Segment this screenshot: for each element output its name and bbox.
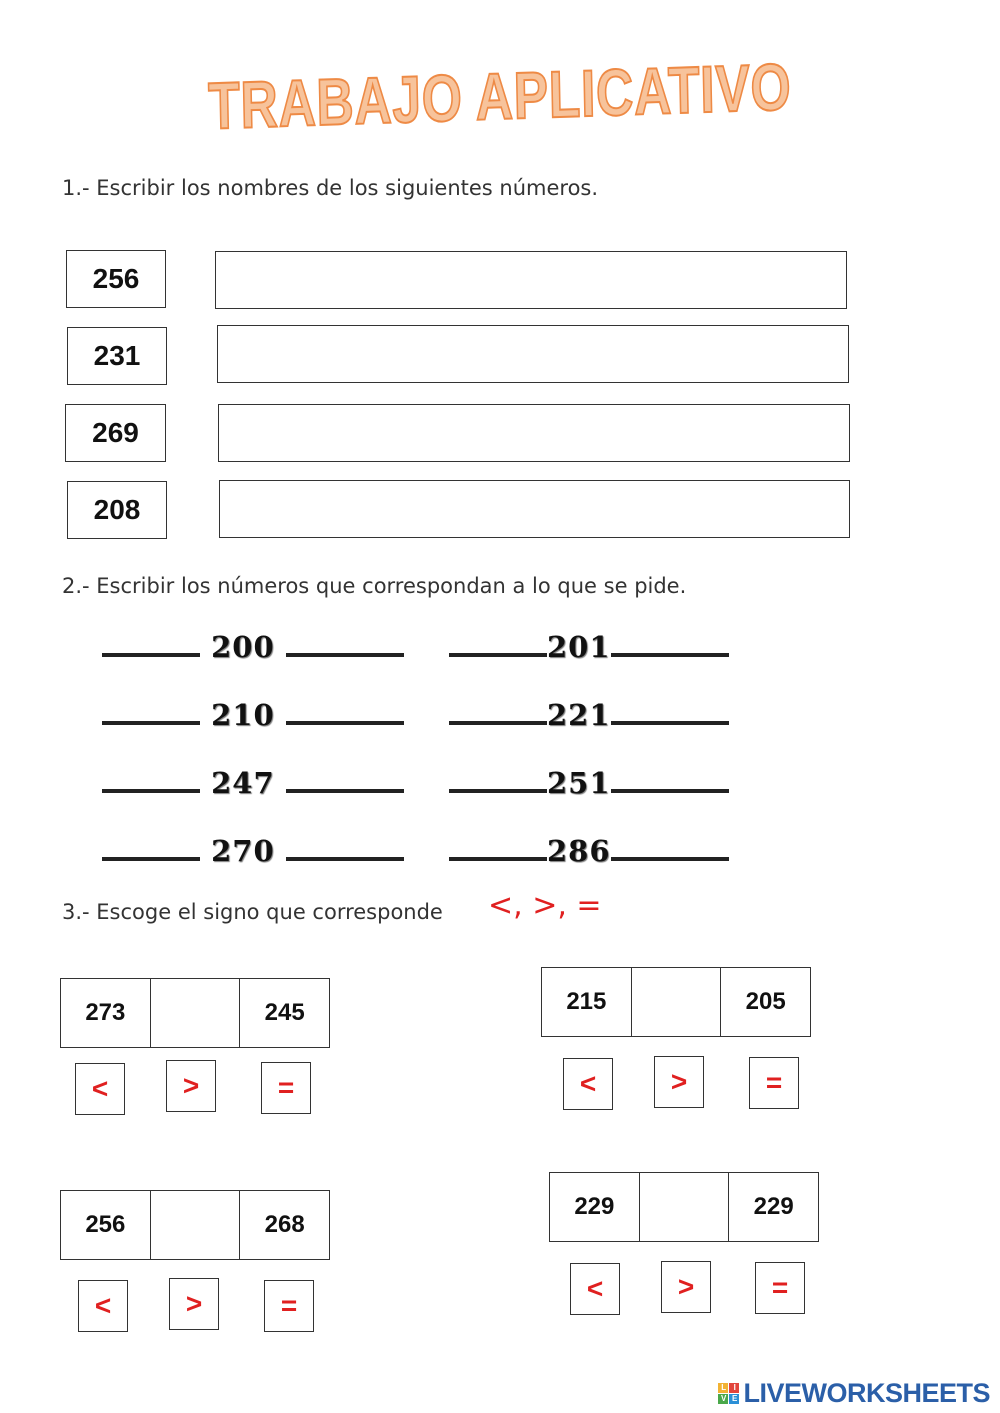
number-box-2: 231 bbox=[67, 327, 167, 385]
number-box-1: 256 bbox=[66, 250, 166, 308]
logo-mark-icon: L I V E bbox=[718, 1383, 739, 1404]
sequence-row-4-left bbox=[102, 834, 404, 868]
sequence-row-3-right bbox=[449, 766, 729, 800]
blank-before[interactable] bbox=[102, 719, 200, 725]
less-than-button[interactable]: < bbox=[78, 1280, 128, 1332]
number-box-3: 269 bbox=[65, 404, 166, 462]
greater-than-button[interactable]: > bbox=[661, 1261, 711, 1313]
blank-after[interactable] bbox=[611, 855, 729, 861]
instruction-3: 3.- Escoge el signo que corresponde bbox=[62, 900, 443, 924]
comparison-left-value: 273 bbox=[85, 999, 126, 1026]
number-box-4: 208 bbox=[67, 481, 167, 539]
logo-text: LIVEWORKSHEETS bbox=[743, 1378, 990, 1408]
blank-before[interactable] bbox=[449, 855, 547, 861]
comparison-answer-slot[interactable] bbox=[150, 1191, 240, 1259]
comparison-2 bbox=[541, 967, 811, 1037]
sequence-number: 247 bbox=[211, 766, 275, 800]
number-name-input-2[interactable] bbox=[217, 325, 849, 383]
blank-before[interactable] bbox=[102, 787, 200, 793]
blank-before[interactable] bbox=[449, 719, 547, 725]
blank-before[interactable] bbox=[102, 855, 200, 861]
number-name-input-4[interactable] bbox=[219, 480, 850, 538]
sequence-row-3-left bbox=[102, 766, 404, 800]
blank-after[interactable] bbox=[611, 719, 729, 725]
comparison-left-value: 256 bbox=[85, 1211, 126, 1238]
sequence-number: 210 bbox=[211, 698, 275, 732]
liveworksheets-logo bbox=[718, 1378, 990, 1409]
comparison-right-value: 205 bbox=[720, 968, 810, 1036]
signs-hint: <, >, = bbox=[488, 888, 602, 923]
greater-than-button[interactable]: > bbox=[169, 1278, 219, 1330]
comparison-1 bbox=[60, 978, 330, 1048]
instruction-1: 1.- Escribir los nombres de los siguientes números. bbox=[62, 176, 599, 200]
blank-before[interactable] bbox=[449, 651, 547, 657]
comparison-right-value: 245 bbox=[239, 979, 329, 1047]
sequence-row-1-left bbox=[102, 630, 404, 664]
comparison-left-value: 215 bbox=[566, 988, 607, 1015]
blank-after[interactable] bbox=[286, 787, 404, 793]
less-than-button[interactable]: < bbox=[563, 1058, 613, 1110]
sequence-number: 201 bbox=[547, 630, 611, 664]
comparison-left-value: 229 bbox=[574, 1193, 615, 1220]
blank-after[interactable] bbox=[286, 651, 404, 657]
blank-before[interactable] bbox=[102, 651, 200, 657]
equal-button[interactable]: = bbox=[261, 1062, 311, 1114]
page-title: TRABAJO APLICATIVO bbox=[207, 49, 793, 143]
blank-after[interactable] bbox=[286, 855, 404, 861]
comparison-4 bbox=[549, 1172, 819, 1242]
sequence-number: 286 bbox=[547, 834, 611, 868]
equal-button[interactable]: = bbox=[749, 1057, 799, 1109]
comparison-right-value: 229 bbox=[728, 1173, 818, 1241]
comparison-right-value: 268 bbox=[239, 1191, 329, 1259]
comparison-3 bbox=[60, 1190, 330, 1260]
comparison-answer-slot[interactable] bbox=[150, 979, 240, 1047]
sequence-row-1-right bbox=[449, 630, 729, 664]
blank-before[interactable] bbox=[449, 787, 547, 793]
less-than-button[interactable]: < bbox=[570, 1263, 620, 1315]
comparison-answer-slot[interactable] bbox=[639, 1173, 729, 1241]
greater-than-button[interactable]: > bbox=[654, 1056, 704, 1108]
less-than-button[interactable]: < bbox=[75, 1063, 125, 1115]
blank-after[interactable] bbox=[286, 719, 404, 725]
greater-than-button[interactable]: > bbox=[166, 1060, 216, 1112]
blank-after[interactable] bbox=[611, 787, 729, 793]
number-name-input-3[interactable] bbox=[218, 404, 850, 462]
instruction-2: 2.- Escribir los números que correspondan a lo que se pide. bbox=[62, 574, 687, 598]
sequence-row-2-right bbox=[449, 698, 729, 732]
sequence-row-2-left bbox=[102, 698, 404, 732]
comparison-answer-slot[interactable] bbox=[631, 968, 721, 1036]
sequence-number: 270 bbox=[211, 834, 275, 868]
sequence-number: 221 bbox=[547, 698, 611, 732]
blank-after[interactable] bbox=[611, 651, 729, 657]
equal-button[interactable]: = bbox=[264, 1280, 314, 1332]
sequence-number: 200 bbox=[211, 630, 275, 664]
number-name-input-1[interactable] bbox=[215, 251, 847, 309]
sequence-number: 251 bbox=[547, 766, 611, 800]
equal-button[interactable]: = bbox=[755, 1262, 805, 1314]
sequence-row-4-right bbox=[449, 834, 729, 868]
